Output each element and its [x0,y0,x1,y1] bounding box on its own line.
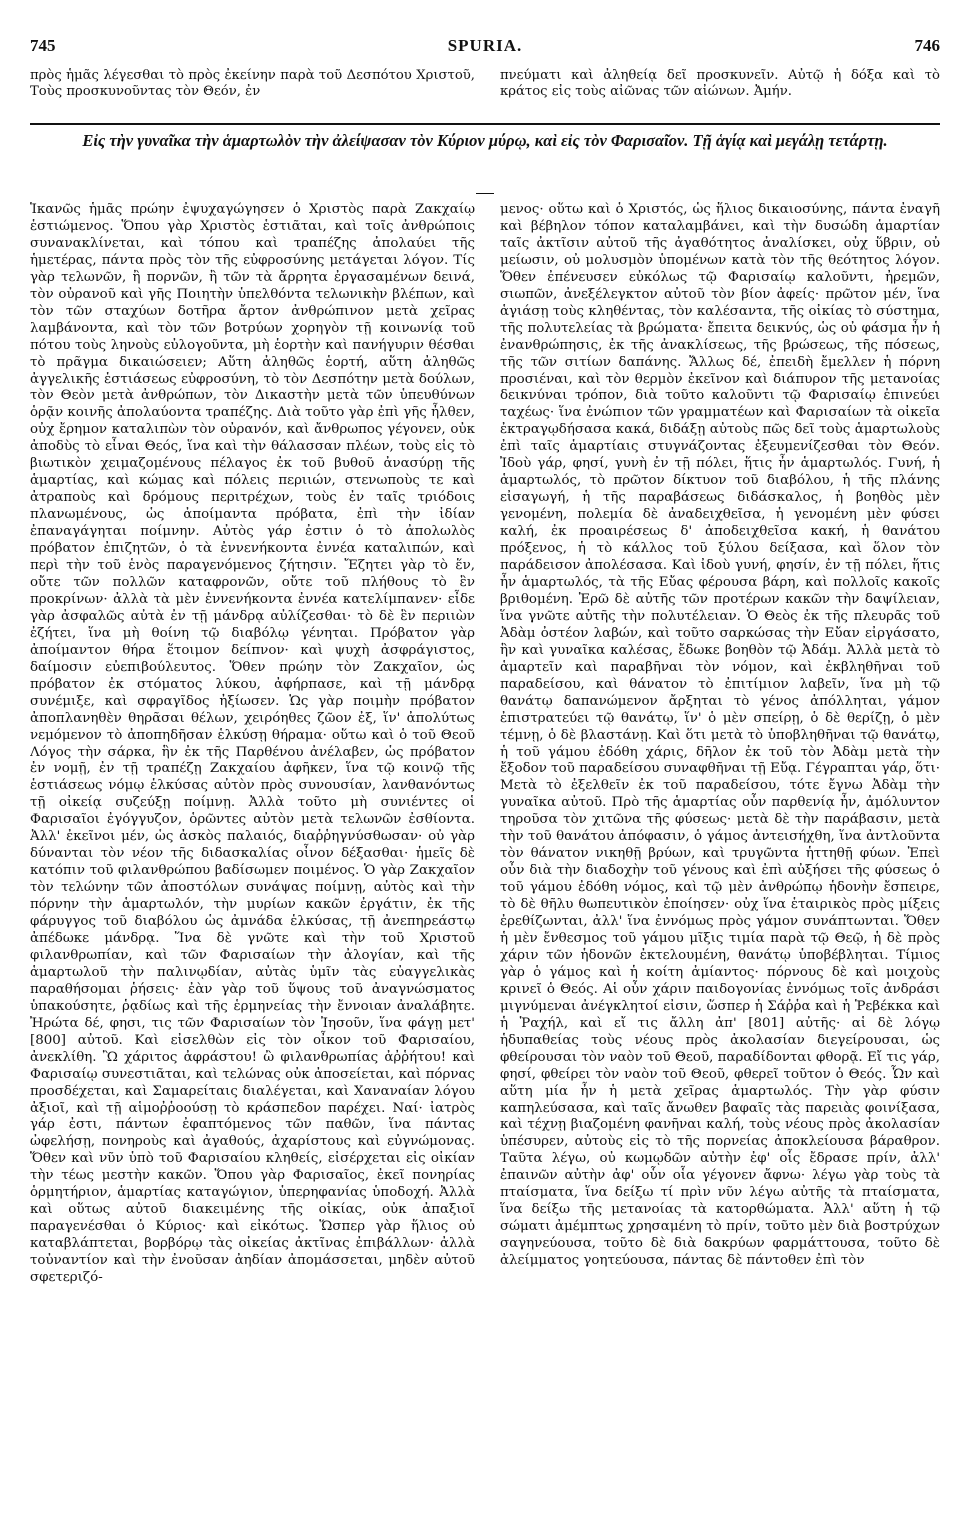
continuation-right: πνεύματι καὶ ἀληθείᾳ δεῖ προσκυνεῖν. Αὐτῷ ἡ δόξα καὶ τὸ κράτος εἰς τοὺς αἰῶνας τῶν αἰώνων. Ἀμήν. [500,68,940,99]
body-column-left [30,202,475,1524]
body-text-left: Ἱκανῶς ἡμᾶς πρώην ἐψυχαγώγησεν ὁ Χριστὸς παρὰ Ζακχαίῳ ἑστιώμενος. Ὅπου γὰρ Χριστὸς ἑστιᾶται, καὶ τοῖς ἀνθρώποις συνανακλίνεται, καὶ τόπου καὶ τραπέζης ἀπολαύει τῆς ἡμετέρας, πάντα πρὸς τὸν τῆς εὐφροσύνης μετάγεται λόγον. Τίς γὰρ τελωνῶν, ἢ πορνῶν, ἢ τῶν τὰ ἄρρητα ἐργασαμένων δεινά, τὸν οὐρανοῦ καὶ γῆς Ποιητὴν ὑπελθόντα τελωνικὴν βλέπων, καὶ τὸν τῶν σταχύων δοτῆρα ἄρτον ἀνθρώπινον μετὰ χεῖρας λαμβάνοντα, καὶ τὸν τῶν βοτρύων χορηγὸν τῇ κοινωνίᾳ τοῦ πότου τοὺς ληνοὺς εὐλογοῦντα, μὴ ἑορτὴν καὶ πανήγυριν θέσθαι τὸ πρᾶγμα δικαιώσειεν; Αὕτη ἀληθῶς ἑορτή, αὕτη ἀληθῶς ἀγγελικῆς ἑστιάσεως εὐφροσύνη, τὸ τὸν Δεσπότην μετὰ δούλων, τὸν Θεὸν μετὰ ἀνθρώπων, τὸν Δικαστὴν μετὰ τῶν ὑπευθύνων ὁρᾷν κοινῆς ἀπολαύοντα τραπέζης. Διὰ τοῦτο γὰρ ἐπὶ γῆς ἦλθεν, οὐχ ἔρημον καταλιπὼν τὸν οὐρανόν, καὶ ἄνθρωπος γέγονεν, οὐκ ἀποδὺς τὸ εἶναι Θεός, ἵνα καὶ τὴν θάλασσαν πλέων, τοὺς εἰς τὸ βιωτικὸν χειμαζομένους πέλαγος ἐκ τοῦ βυθοῦ ἀνασύρῃ τῆς ἁμαρτίας, καὶ κώμας καὶ πόλεις περιιών, στενωποὺς τε καὶ ἀτραποὺς καὶ δρόμους περιτρέχων, τοὺς ἐν ταῖς τριόδοις πλανωμένους, ὡς ἀποίμαντα πρόβατα, ἐπὶ τὴν ἰδίαν ἐπαναγάγηται ποίμνην. Αὐτὸς γάρ ἐστιν ὁ τὸ ἀπολωλὸς πρόβατον ἐπιζητῶν, ὁ τὰ ἐννενήκοντα ἐννέα καταλιπών, καὶ περὶ τὴν τοῦ ἑνὸς παραγενόμενος ζήτησιν. Ἔζητει γὰρ τὸ ἕν, οὔτε τῶν πολλῶν καταφρονῶν, οὔτε τοῦ πλήθους τὸ ἓν προκρίνων· ἀλλὰ τὰ μὲν ἐννενήκοντα ἐννέα κατελίμπανεν· εἶδε γὰρ ἀσφαλῶς αὐτὰ ἐν τῇ μάνδρᾳ αὐλίζεσθαι· τὸ δὲ ἓν περιιὼν ἐζήτει, ἵνα μὴ θοίνη τῷ διαβόλῳ γένηται. Πρόβατον γὰρ ἀποίμαντον θήρα ἕτοιμον δείπνον· καὶ ψυχὴ ἀσφράγιστος, δαίμοσιν εὐεπιβούλευτος. Ὅθεν πρώην τὸν Ζακχαῖον, ὡς πρόβατον ἐκ στόματος λύκου, ἀφήρπασε, καὶ τῇ μάνδρᾳ συνέμιξε, καὶ σφραγῖδος ἠξίωσεν. Ὡς γὰρ ποιμὴν πρόβατον ἀποπλανηθὲν θηρᾶσαι θέλων, χειρόηθες ζῶον ἐξ, ἵν' ἀπολύτως νεμόμενον τὸ ἀποπηδῆσαν ἑλκύσῃ θήραμα· οὕτω καὶ ὁ τοῦ Θεοῦ Λόγος τὴν σάρκα, ἣν ἐκ τῆς Παρθένου ἀνέλαβεν, ὡς πρόβατον ἐν νομῇ, ἐν τῇ τραπέζῃ Ζακχαίου ἀφῆκεν, ἵνα τῷ κοινῷ τῆς ἑστιάσεως νόμῳ ἑλκύσας αὐτὸν πρὸς συνουσίαν, λανθανόντως τῇ οἰκείᾳ συζεύξῃ ποίμνῃ. Ἀλλὰ τοῦτο μὴ συνιέντες οἱ Φαρισαῖοι ἐγόγγυζον, ὁρῶντες αὐτὸν μετὰ τελωνῶν ἐσθίοντα. Ἀλλ' ἐκεῖνοι μέν, ὡς ἀσκὸς παλαιός, διαῤῥηγνύσθωσαν· οὐ γὰρ δύνανται τὸν νέον τῆς διδασκαλίας οἶνον δέξασθαι· ἡμεῖς δὲ κατόπιν τοῦ φιλανθρώπου βαδίσωμεν ποιμένος. Ὁ γὰρ Ζακχαῖον τὸν τελώνην τῶν ἀποστόλων συνάψας ποίμνῃ, αὐτὸς καὶ τὴν πόρνην τὴν ἁμαρτωλόν, τὴν μυρίων κακῶν ἐργάτιν, ἐκ τῆς φάρυγγος τοῦ διαβόλου ὡς ἀμνάδα ἑλκύσας, τῇ ἀνεπηρεάστῳ ἀπέδωκε μάνδρᾳ. Ἵνα δὲ γνῶτε καὶ τὴν τοῦ Χριστοῦ φιλανθρωπίαν, καὶ τῶν Φαρισαίων τὴν ἀλογίαν, καὶ τῆς ἁμαρτωλοῦ τὴν παλινῳδίαν, αὐτὰς ὑμῖν τὰς εὐαγγελικὰς παραθήσομαι ῥήσεις· ἐὰν γὰρ τοῦ ὕψους τοῦ ἀναγνώσματος ὑπακούσητε, ῥᾳδίως καὶ τῆς ἑρμηνείας τὴν ἔννοιαν ἀναλάβητε. Ἠρώτα δέ, φησι, τις τῶν Φαρισαίων τὸν Ἰησοῦν, ἵνα φάγῃ μετ' [800] αὐτοῦ. Καὶ εἰσελθὼν εἰς τὸν οἶκον τοῦ Φαρισαίου, ἀνεκλίθη. Ὢ χάριτος ἀφράστου! ὢ φιλανθρωπίας ἀῤῥήτου! καὶ Φαρισαίῳ συνεστιᾶται, καὶ τελώνας οὐκ ἀποσείεται, καὶ πόρνας προσδέχεται, καὶ Σαμαρείταις διαλέγεται, καὶ Χαναναίαν λόγου ἀξιοῖ, καὶ τῇ αἱμοῤῥοούσῃ τὸ κράσπεδον παρέχει. Ναί· ἰατρὸς γάρ ἐστι, πάντων ἐφαπτόμενος τῶν παθῶν, ἵνα πάντας ὠφελήσῃ, πονηροὺς καὶ ἀγαθούς, ἀχαρίστους καὶ εὐγνώμονας. Ὅθεν καὶ νῦν ὑπὸ τοῦ Φαρισαίου κληθείς, εἰσέρχεται εἰς οἰκίαν τὴν τέως μεστὴν κακῶν. Ὅπου γὰρ Φαρισαῖος, ἐκεῖ πονηρίας ὁρμητήριον, ἁμαρτίας καταγώγιον, ὑπερηφανίας ὑποδοχή. Ἀλλὰ καὶ οὕτως αὐτοῦ διακειμένης τῆς οἰκίας, οὐκ ἀπαξιοῖ παραγενέσθαι ὁ Κύριος· καὶ εἰκότως. Ὥσπερ γὰρ ἥλιος οὐ καταβλάπτεται, βορβόρῳ τὰς οἰκείας ἀκτῖνας ἐπιβάλλων· ἀλλὰ τοὐναντίον καὶ τὴν ἐνοῦσαν ἀηδίαν ἀπομάσσεται, μηδὲν αὐτοῦ σφετεριζό- [30,202,475,1286]
body-text-right: μενος· οὕτω καὶ ὁ Χριστός, ὡς ἥλιος δικαιοσύνης, πάντα ἐναγῆ καὶ βέβηλον τόπον καταλαμβάνει, καὶ τὴν δυσώδη ἁμαρτίαν ταῖς ἀκτῖσιν αὐτοῦ τῆς ἀγαθότητος ἀναλίσκει, οὐχ ὕβριν, οὐ μείωσιν, οὐ μολυσμὸν ὑπομένων κατὰ τὸν τῆς θεότητος λόγον. Ὅθεν ἐπένευσεν εὐκόλως τῷ Φαρισαίῳ καλοῦντι, ἠρεμῶν, σιωπῶν, ἀνεξέλεγκτον αὐτοῦ τὸν βίον ἀφείς· πρῶτον μέν, ἵνα ἁγιάσῃ τοὺς κληθέντας, τὸν καλέσαντα, τῆς οἰκίας τὸ σύστημα, τῆς πολυτελείας τὰ βρώματα· ἔπειτα δεικνύς, ὡς οὐ φάσμα ἦν ἡ ἐνανθρώπησις, ἐκ τῆς ἀνακλίσεως, τῆς βρώσεως, τῆς πόσεως, τῆς τῶν σιτίων δαπάνης. Ἄλλως δέ, ἐπειδὴ ἔμελλεν ἡ πόρνη προσιέναι, καὶ τὸν θερμὸν ἐκεῖνον καὶ διάπυρον τῆς μετανοίας δεικνύναι τρόπον, διὰ τοῦτο καλοῦντι τῷ Φαρισαίῳ ἐπινεύει ταχέως· ἵνα ἐνώπιον τῶν γραμματέων καὶ Φαρισαίων τὰ οἰκεῖα ἐκτραγῳδήσασα κακά, διδάξῃ αὐτοὺς πῶς δεῖ τοὺς ἁμαρτωλοὺς ἐπὶ ταῖς ἁμαρτίαις στυγνάζοντας ἐξευμενίζεσθαι τὸν Θεόν. Ἰδοὺ γάρ, φησί, γυνὴ ἐν τῇ πόλει, ἥτις ἦν ἁμαρτωλός. Γυνή, ἡ ἁμαρτωλός, τὸ πρῶτον δίκτυον τοῦ διαβόλου, ἡ τῆς πλάνης εἰσαγωγή, ἡ τῆς παραβάσεως διδάσκαλος, ἡ βοηθὸς μὲν γενομένη, πολεμία δὲ ἀναδειχθεῖσα, ἡ γενομένη μὲν φύσει καλή, ἐκ προαιρέσεως δ' ἀποδειχθεῖσα κακή, ἡ θανάτου πρόξενος, ἡ τὸ κάλλος τοῦ ξύλου δείξασα, καὶ ὅλον τὸν παράδεισον ἀπολέσασα. Καὶ ἰδοὺ γυνή, φησίν, ἐν τῇ πόλει, ἥτις ἦν ἁμαρτωλός, τὰ τῆς Εὔας φέρουσα βάρη, καὶ πολλοῖς κακοῖς βριθομένη. Ἐρῶ δὲ αὐτῆς τῶν προτέρων κακῶν τὴν δαψίλειαν, ἵνα γνῶτε αὐτῆς τὴν πολυτέλειαν. Ὁ Θεὸς ἐκ τῆς πλευρᾶς τοῦ Ἀδὰμ ὀστέον λαβών, καὶ τοῦτο σαρκώσας τὴν Εὔαν εἰργάσατο, ἣν καὶ γυναῖκα καλέσας, ἔδωκε βοηθὸν τῷ Ἀδάμ. Ἀλλὰ μετὰ τὸ ἁμαρτεῖν καὶ παραβῆναι τὸν νόμον, καὶ ἐκβληθῆναι τοῦ παραδείσου, καὶ θάνατον τὸ ἐπιτίμιον λαβεῖν, ἵνα μὴ τῷ θανάτῳ δαπανώμενον ἄρξηται τὸ γένος ἀπόλληται, γάμον ἐπιστρατεύει τῷ θανάτῳ, ἵν' ὁ μὲν σπείρῃ, ὁ δὲ θερίζῃ, ὁ μὲν τέμνῃ, ὁ δὲ βλαστάνῃ. Καὶ ὅτι μετὰ τὸ ὑποβληθῆναι τῷ θανάτῳ, ἡ τοῦ γάμου ἐδόθη χάρις, δῆλον ἐκ τοῦ τὸν Ἀδὰμ μετὰ τὴν ἔξοδον τοῦ παραδείσου συναφθῆναι τῇ Εὔᾳ. Γέγραπται γάρ, ὅτι· Μετὰ τὸ ἐξελθεῖν ἐκ τοῦ παραδείσου, τότε ἔγνω Ἀδὰμ τὴν γυναῖκα αὐτοῦ. Πρὸ τῆς ἁμαρτίας οὖν παρθενίᾳ ἦν, ἀμόλυντον τηροῦσα τὸν χιτῶνα τῆς φύσεως· μετὰ δὲ τὴν παράβασιν, μετὰ τὴν τοῦ θανάτου ἀπόφασιν, ὁ γάμος ἀντεισήχθη, ἵνα ἀντλοῦντα τὸν θάνατον νικηθῇ βρύων, καὶ τρυγῶντα ἡττηθῇ φύων. Ἐπεὶ οὖν διὰ τὴν διαδοχὴν τοῦ γένους καὶ ἐπὶ αὐξήσει τῆς φύσεως ὁ τοῦ γάμου ἐδόθη νόμος, καὶ τῷ μὲν ἀνθρώπῳ ἡδονὴν ἔσπειρε, τὸ δὲ θῆλυ θωπευτικὸν ἐποίησεν· οὐχ ἵνα ἑταιρικὸς πρὸς μίξεις ἐρεθίζωνται, ἀλλ' ἵνα ἐννόμως πρὸς γάμον συνάπτωνται. Ὅθεν ἡ μὲν ἔνθεσμος τοῦ γάμου μῖξις τιμία παρὰ τῷ Θεῷ, ἡ δὲ πρὸς χάριν τῶν ἡδονῶν ἐκτελουμένη, θανάτῳ ὑποβέβληται. Τίμιος γὰρ ὁ γάμος καὶ ἡ κοίτη ἀμίαντος· πόρνους δὲ καὶ μοιχοὺς κρινεῖ ὁ Θεός. Αἱ οὖν χάριν παιδογονίας ἐννόμως τοῖς ἀνδράσι μιγνύμεναι ἀνέγκλητοί εἰσιν, ὥσπερ ἡ Σάῤῥα καὶ ἡ Ῥεβέκκα καὶ ἡ Ῥαχήλ, καὶ εἴ τις ἄλλη ἀπ' [801] αὐτῆς· αἱ δὲ λόγῳ ἡδυπαθείας τοὺς νέους πρὸς ἀκολασίαν διεγείρουσαι, ὡς φθείρουσαι τὸν ναὸν τοῦ Θεοῦ, παραδίδονται φθορᾷ. Εἴ τις γάρ, φησί, φθείρει τὸν ναὸν τοῦ Θεοῦ, φθερεῖ τοῦτον ὁ Θεός. Ὧν καὶ αὕτη μία ἦν ἡ μετὰ χεῖρας ἁμαρτωλός. Τὴν γὰρ φύσιν καπηλεύσασα, καὶ ταῖς ἄνωθεν βαφαῖς τὰς παρειὰς φοινίξασα, καὶ τέχνῃ βιαζομένη φανῆναι καλή, τοὺς νέους πρὸς ἀκολασίαν ὑπέσυρεν, αὐτοὺς εἰς τὸ τῆς πορνείας ἀποκλείουσα βάραθρον. Ταῦτα λέγω, οὐ κωμῳδῶν αὐτὴν ἐφ' οἷς ἔδρασε πρίν, ἀλλ' ἐπαινῶν αὐτὴν ἀφ' οὗν οἷα γέγονεν ἄφνω· λέγω γὰρ τοὺς τὰ πταίσματα, ἵνα δείξω τί πρὶν νῦν λέγω αὐτῆς τὰ πταίσματα, ἵνα δείξω τῆς μετανοίας τὰ κατορθώματα. Ἀλλ' αὕτη ἡ τῷ σώματι ἀμέμπτως χρησαμένη τὸ πρίν, τοῦτο μὲν διὰ βοστρύχων σαγηνεύουσα, τοῦτο δὲ διὰ δακρύων φαρμάττουσα, τοῦτο δὲ ἀλείμματος γοητεύουσα, πάντας δὲ πάντοθεν ἐπὶ τὸν [500,202,940,1269]
section-title: Εἰς τὴν γυναῖκα τὴν ἁμαρτωλὸν τὴν ἀλείψασαν τὸν Κύριον μύρῳ, καὶ εἰς τὸν Φαρισαῖον. Τῇ ἁγίᾳ καὶ μεγάλῃ τετάρτῃ. [82,131,888,150]
running-title: SPURIA. [447,36,523,55]
continuation-left: πρὸς ἡμᾶς λέγεσθαι τὸ πρὸς ἐκείνην παρὰ τοῦ Δεσπότου Χριστοῦ, Τοὺς προσκυνοῦντας τὸν Θεόν, ἐν [30,68,475,99]
page-header [30,36,940,60]
page-number-left: 745 [30,36,56,55]
body-column-right [500,202,940,1524]
page-number-right: 746 [914,36,940,55]
title-dash [476,193,494,194]
section-divider [30,123,940,125]
